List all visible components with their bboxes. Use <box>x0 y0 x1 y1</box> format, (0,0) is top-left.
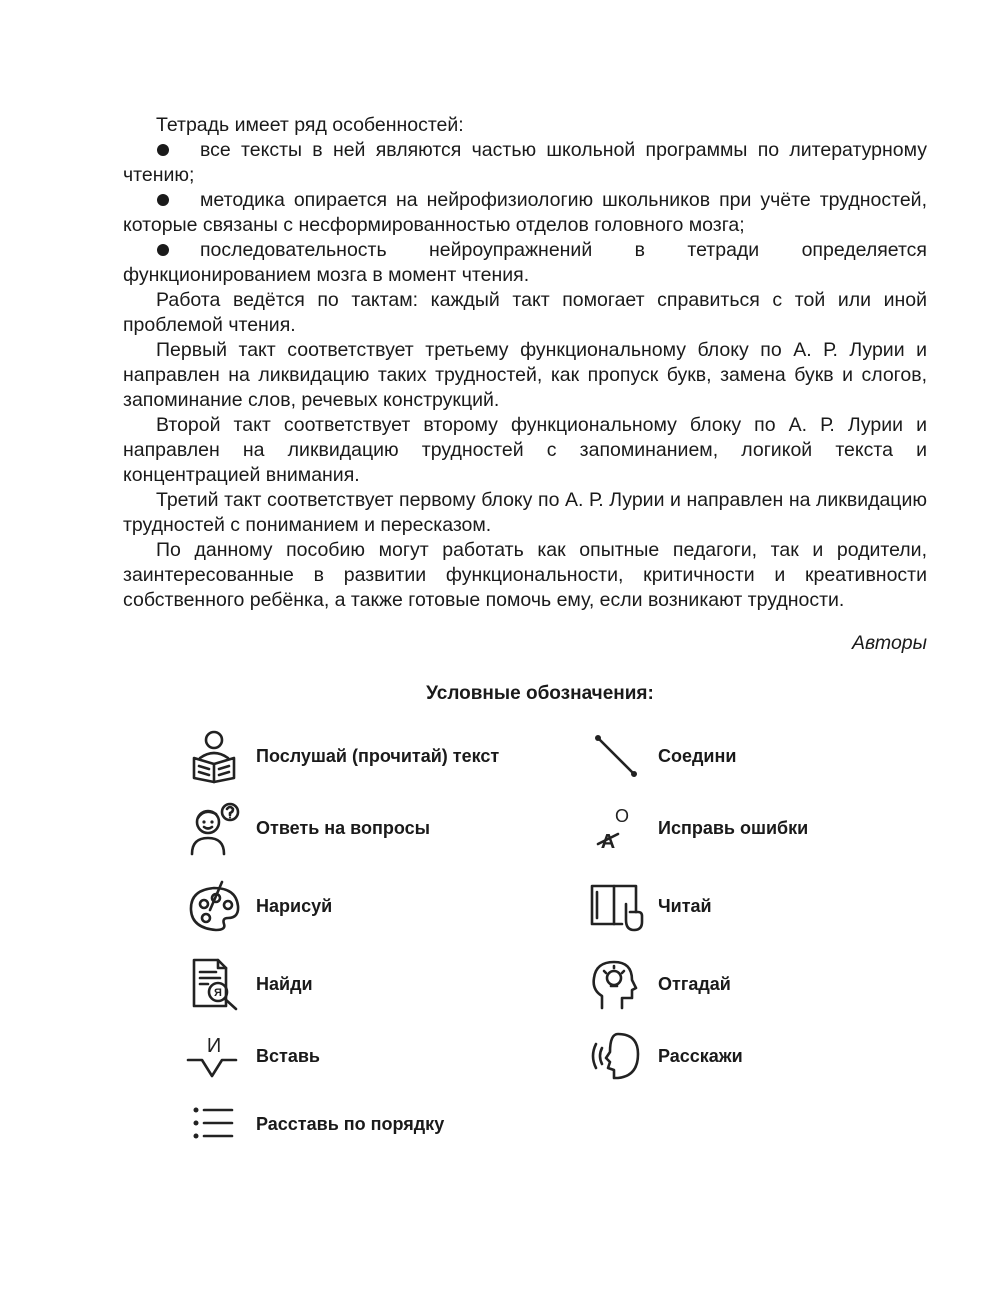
legend-item-listen <box>186 728 499 784</box>
bullet-dot-icon <box>157 244 169 256</box>
legend-label-listen: Послушай (прочитай) текст <box>256 745 500 766</box>
legend-label-guess: Отгадай <box>658 973 731 994</box>
legend-item-order <box>186 1096 444 1152</box>
svg-text:И: И <box>206 1035 222 1057</box>
paragraph-second-tact: Второй такт соответствует второму функциональному блоку по А. Р. Лурии и направлен на ликвидацию трудностей с запоминанием, логикой текста и концентрацией внимания. <box>123 414 927 486</box>
legend-item-draw <box>186 878 332 934</box>
intro-paragraph: Тетрадь имеет ряд особенностей: <box>156 114 464 136</box>
legend-item-answer <box>186 800 430 856</box>
bullet-item-3: последовательность нейроупражнений в тетради определяется функционированием мозга в момент чтения. <box>123 239 927 286</box>
legend-label-order: Расставь по порядку <box>256 1113 445 1134</box>
legend-item-guess <box>588 956 731 1012</box>
legend-item-find <box>186 956 313 1012</box>
legend-label-correct: Исправь ошибки <box>658 817 809 838</box>
legend-label-read: Читай <box>658 895 712 916</box>
legend-item-correct <box>588 800 808 856</box>
bullet-dot-icon <box>157 194 169 206</box>
signature: Авторы <box>851 632 927 654</box>
legend-label-tell: Расскажи <box>658 1045 743 1066</box>
legend-item-tell <box>588 1028 743 1084</box>
correct-errors-icon <box>588 800 644 856</box>
legend-item-connect <box>588 728 736 784</box>
bullet-item-1: все тексты в ней являются частью школьной программы по литературному чтению; <box>123 139 927 186</box>
legend-title: Условные обозначения: <box>426 683 654 704</box>
legend-label-draw: Нарисуй <box>256 895 333 916</box>
svg-text:Я: Я <box>214 987 222 999</box>
legend-label-connect: Соедини <box>658 745 737 766</box>
question-person-icon <box>186 800 242 856</box>
document-search-icon <box>186 956 242 1012</box>
head-lightbulb-icon <box>588 956 644 1012</box>
palette-icon <box>186 878 242 934</box>
paragraph-third-tact: Третий такт соответствует первому блоку по А. Р. Лурии и направлен на ликвидацию трудностей с пониманием и пересказом. <box>123 489 927 536</box>
bullet-item-2: методика опирается на нейрофизиологию школьников при учёте трудностей, которые связаны с несформированностью отделов головного мозга; <box>123 189 927 236</box>
legend-item-read <box>588 878 712 934</box>
connect-line-icon <box>588 728 644 784</box>
legend-label-find: Найди <box>256 973 313 994</box>
paragraph-first-tact: Первый такт соответствует третьему функциональному блоку по А. Р. Лурии и направлен на ликвидацию таких трудностей, как пропуск букв, замена букв и слогов, запоминание слов, речевых конструкций. <box>123 339 927 411</box>
legend-label-insert: Вставь <box>256 1045 320 1066</box>
ordered-list-icon <box>186 1096 242 1152</box>
reading-person-icon <box>186 728 242 784</box>
insert-letter-icon <box>186 1028 242 1084</box>
paragraph-audience: По данному пособию могут работать как опытные педагоги, так и родители, заинтересованные в развитии функциональности, критичности и креативности собственного ребёнка, а также готовые помочь ему, если возникают трудности. <box>123 539 927 611</box>
legend-label-answer: Ответь на вопросы <box>256 817 431 838</box>
speaking-face-icon <box>588 1028 644 1084</box>
body-text <box>123 113 927 613</box>
paragraph-tacts: Работа ведётся по тактам: каждый такт помогает справиться с той или иной проблемой чтения. <box>123 289 927 336</box>
bullet-dot-icon <box>157 144 169 156</box>
svg-text:А: А <box>600 831 616 853</box>
legend-item-insert <box>186 1028 320 1084</box>
book-finger-icon <box>588 878 644 934</box>
svg-text:О: О <box>614 806 630 826</box>
